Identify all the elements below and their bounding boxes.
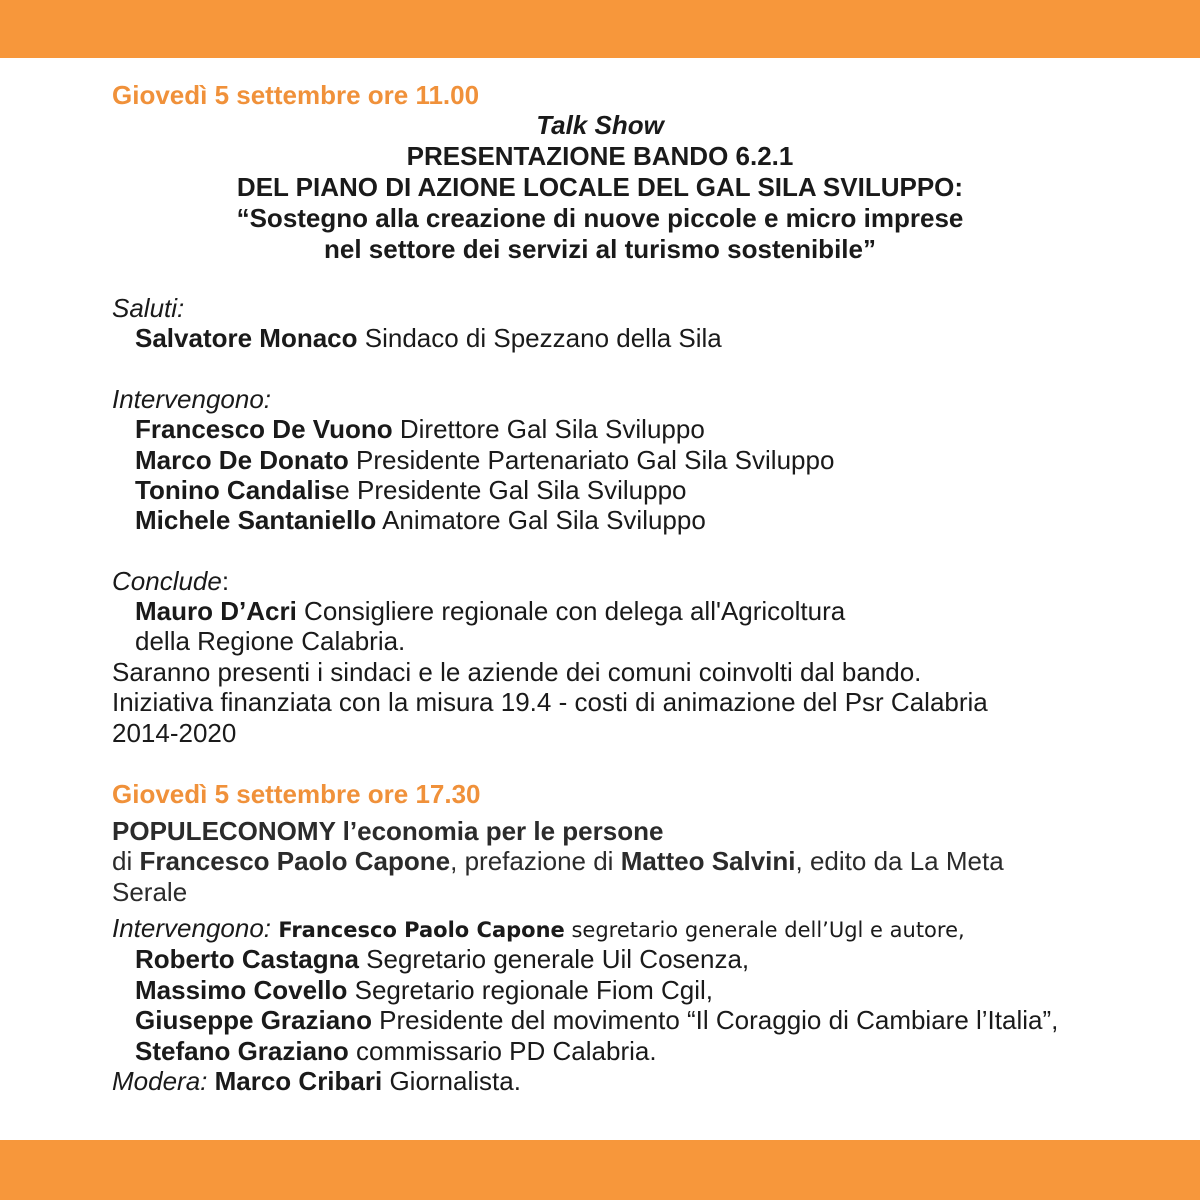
event1-title-line-3: “Sostegno alla creazione di nuove piccole e micro imprese	[236, 203, 964, 233]
event1-title-line-4: nel settore dei servizi al turismo sostenibile”	[324, 234, 876, 264]
person-role: e Presidente Gal Sila Sviluppo	[335, 475, 687, 505]
note-line-1: Saranno presenti i sindaci e le aziende dei comuni coinvolti dal bando.	[112, 657, 922, 687]
person-name: Massimo Covello	[135, 975, 348, 1005]
person-name: Giuseppe Graziano	[135, 1005, 372, 1035]
book-title: POPULECONOMY l’economia per le persone	[112, 816, 664, 846]
preface-author-name: Matteo Salvini	[620, 846, 796, 876]
speaker-row	[135, 505, 706, 535]
author-name: Francesco Paolo Capone	[139, 846, 451, 876]
person-role: Segretario regionale Fiom Cgil,	[347, 975, 714, 1005]
person-name: Marco Cribari	[207, 1066, 383, 1096]
top-orange-band	[0, 0, 1200, 58]
book-credits: di Francesco Paolo Capone, prefazione di Matteo Salvini, edito da La Meta	[112, 846, 1004, 876]
person-role: Animatore Gal Sila Sviluppo	[376, 505, 706, 535]
person-name: Roberto Castagna	[135, 944, 359, 974]
conclusion-row	[135, 596, 845, 626]
person-role: Direttore Gal Sila Sviluppo	[392, 414, 705, 444]
speaker-row	[135, 975, 713, 1005]
person-name: Francesco De Vuono	[135, 414, 393, 444]
person-name: Tonino Candalis	[135, 475, 336, 505]
speaker-row	[135, 944, 749, 974]
person-name: Michele Santaniello	[135, 505, 377, 535]
person-role: Presidente del movimento “Il Coraggio di Cambiare l’Italia”,	[371, 1005, 1059, 1035]
moderator-label: Modera:	[112, 1066, 208, 1096]
event1-speakers-label: Intervengono:	[112, 384, 272, 414]
person-role: Giornalista.	[382, 1066, 521, 1096]
person-name: Salvatore Monaco	[135, 323, 358, 353]
event2-speakers-label: Intervengono:	[112, 913, 272, 943]
greetings-label: Saluti:	[112, 293, 185, 323]
speaker-row	[135, 414, 705, 444]
person-name: Stefano Graziano	[135, 1036, 349, 1066]
speaker-row	[135, 1036, 657, 1066]
speaker-row	[135, 1005, 1058, 1035]
greetings-row	[135, 323, 722, 353]
speaker-row	[135, 475, 687, 505]
person-role: segretario generale dell’Ugl e autore,	[564, 918, 965, 942]
person-role: Consigliere regionale con delega all'Agricoltura	[296, 596, 846, 626]
person-role: Segretario generale Uil Cosenza,	[358, 944, 750, 974]
person-role: Sindaco di Spezzano della Sila	[357, 323, 722, 353]
speaker-row	[135, 445, 834, 475]
person-role: Presidente Partenariato Gal Sila Sviluppo	[348, 445, 835, 475]
note-line-2: Iniziativa finanziata con la misura 19.4 - costi di animazione del Psr Calabria	[112, 687, 988, 717]
person-role: commissario PD Calabria.	[348, 1036, 657, 1066]
event1-date: Giovedì 5 settembre ore 11.00	[112, 80, 480, 110]
event1-subtitle: Talk Show	[536, 110, 664, 140]
person-name: Mauro D’Acri	[135, 596, 297, 626]
conclusion-label: Conclude:	[112, 566, 230, 596]
person-name: Francesco Paolo Capone	[271, 918, 565, 942]
event2-first-speaker-row	[112, 913, 965, 945]
person-name: Marco De Donato	[135, 445, 349, 475]
event1-title-line-2: DEL PIANO DI AZIONE LOCALE DEL GAL SILA SVILUPPO:	[236, 172, 964, 202]
note-line-3: 2014-2020	[112, 718, 237, 748]
bottom-orange-band	[0, 1140, 1200, 1200]
event2-date: Giovedì 5 settembre ore 17.30	[112, 779, 481, 809]
moderator-row	[112, 1066, 521, 1096]
event1-title-line-1: PRESENTAZIONE BANDO 6.2.1	[406, 141, 794, 171]
book-publisher-continued: Serale	[112, 877, 188, 907]
conclusion-role-continued: della Regione Calabria.	[135, 626, 406, 656]
